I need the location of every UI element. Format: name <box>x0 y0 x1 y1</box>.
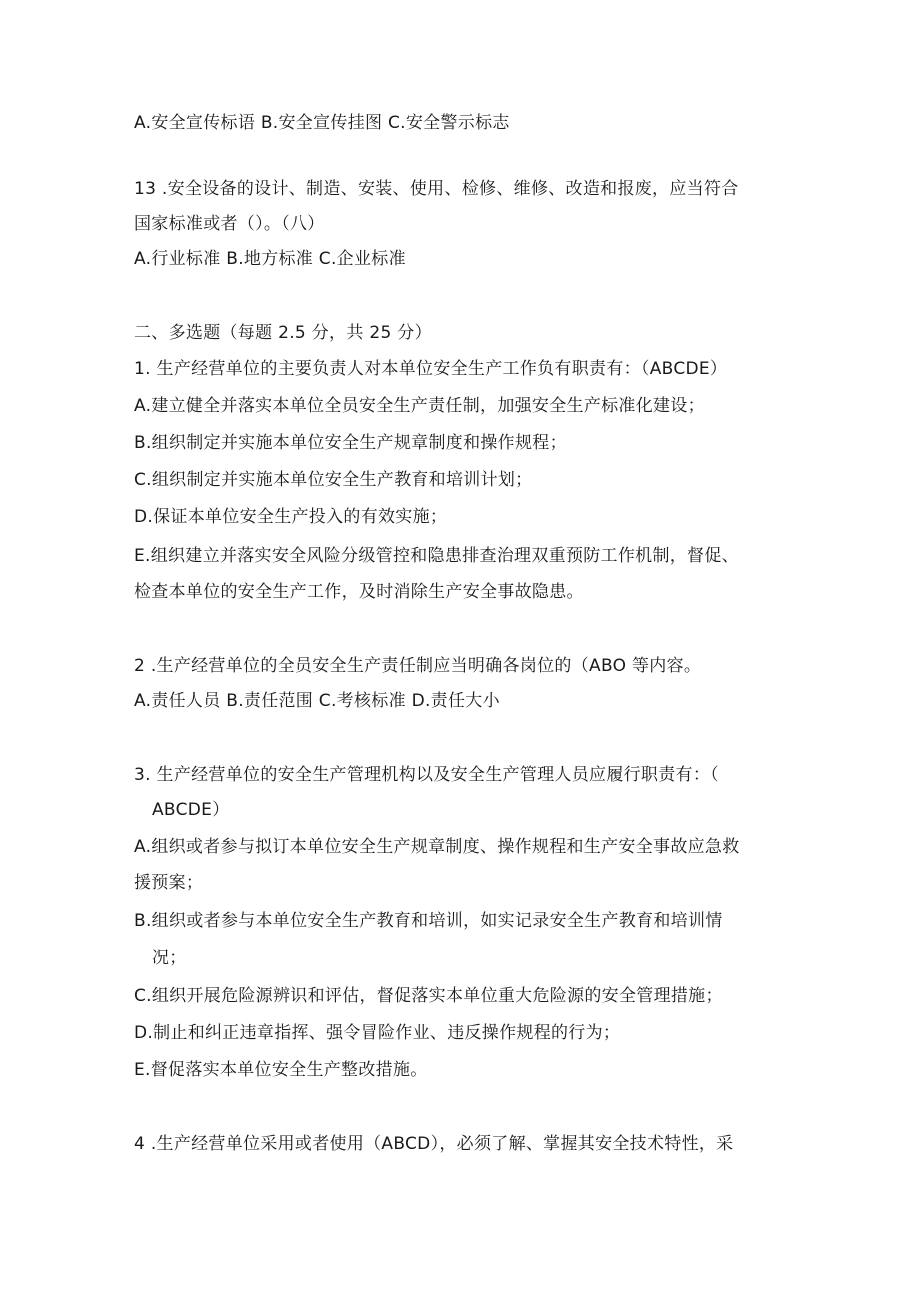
mq3-question-line-2: ABCDE） <box>152 800 230 820</box>
mq1-option-a: A.建立健全并落实本单位全员安全生产责任制，加强安全生产标准化建设； <box>134 396 705 416</box>
mq1-option-c: C.组织制定并实施本单位安全生产教育和培训计划； <box>134 470 533 490</box>
mq3-option-c: C.组织开展危险源辨识和评估，督促落实本单位重大危险源的安全管理措施； <box>134 986 723 1006</box>
mq1-option-e-line-1: E.组织建立并落实安全风险分级管控和隐患排查治理双重预防工作机制，督促、 <box>134 546 739 566</box>
q12-options: A.安全宣传标语 B.安全宣传挂图 C.安全警示标志 <box>134 113 510 133</box>
mq1-option-d: D.保证本单位安全生产投入的有效实施； <box>134 507 448 527</box>
mq3-option-e: E.督促落实本单位安全生产整改措施。 <box>134 1060 428 1080</box>
q13-options: A.行业标准 B.地方标准 C.企业标准 <box>134 249 406 269</box>
mq3-question-line-1: 3. 生产经营单位的安全生产管理机构以及安全生产管理人员应履行职责有：（ <box>134 765 719 785</box>
mq3-option-b-line-2: 况； <box>152 948 187 968</box>
mq3-option-b-line-1: B.组织或者参与本单位安全生产教育和培训，如实记录安全生产教育和培训情 <box>134 911 723 931</box>
q13-question-line-1: 13 .安全设备的设计、制造、安装、使用、检修、维修、改造和报废，应当符合 <box>134 179 739 199</box>
mq3-option-d: D.制止和纠正违章指挥、强令冒险作业、违反操作规程的行为； <box>134 1023 621 1043</box>
mq1-option-b: B.组织制定并实施本单位安全生产规章制度和操作规程； <box>134 433 567 453</box>
mq2-question: 2 .生产经营单位的全员安全生产责任制应当明确各岗位的（ABO 等内容。 <box>134 656 702 676</box>
mq1-question: 1. 生产经营单位的主要负责人对本单位安全生产工作负有职责有：（ABCDE） <box>134 359 728 379</box>
mq3-option-a-line-2: 援预案； <box>134 873 204 893</box>
mq4-question-line-1: 4 .生产经营单位采用或者使用（ABCD），必须了解、掌握其安全技术特性，采 <box>134 1134 734 1154</box>
mq1-option-e-line-2: 检查本单位的安全生产工作，及时消除生产安全事故隐患。 <box>134 582 584 602</box>
mq2-options: A.责任人员 B.责任范围 C.考核标准 D.责任大小 <box>134 691 500 711</box>
mq3-option-a-line-1: A.组织或者参与拟订本单位安全生产规章制度、操作规程和生产安全事故应急救 <box>134 837 740 857</box>
section-heading-multiple-choice: 二、多选题（每题 2.5 分，共 25 分） <box>134 323 432 343</box>
q13-question-line-2: 国家标准或者（）。（八） <box>134 214 325 234</box>
